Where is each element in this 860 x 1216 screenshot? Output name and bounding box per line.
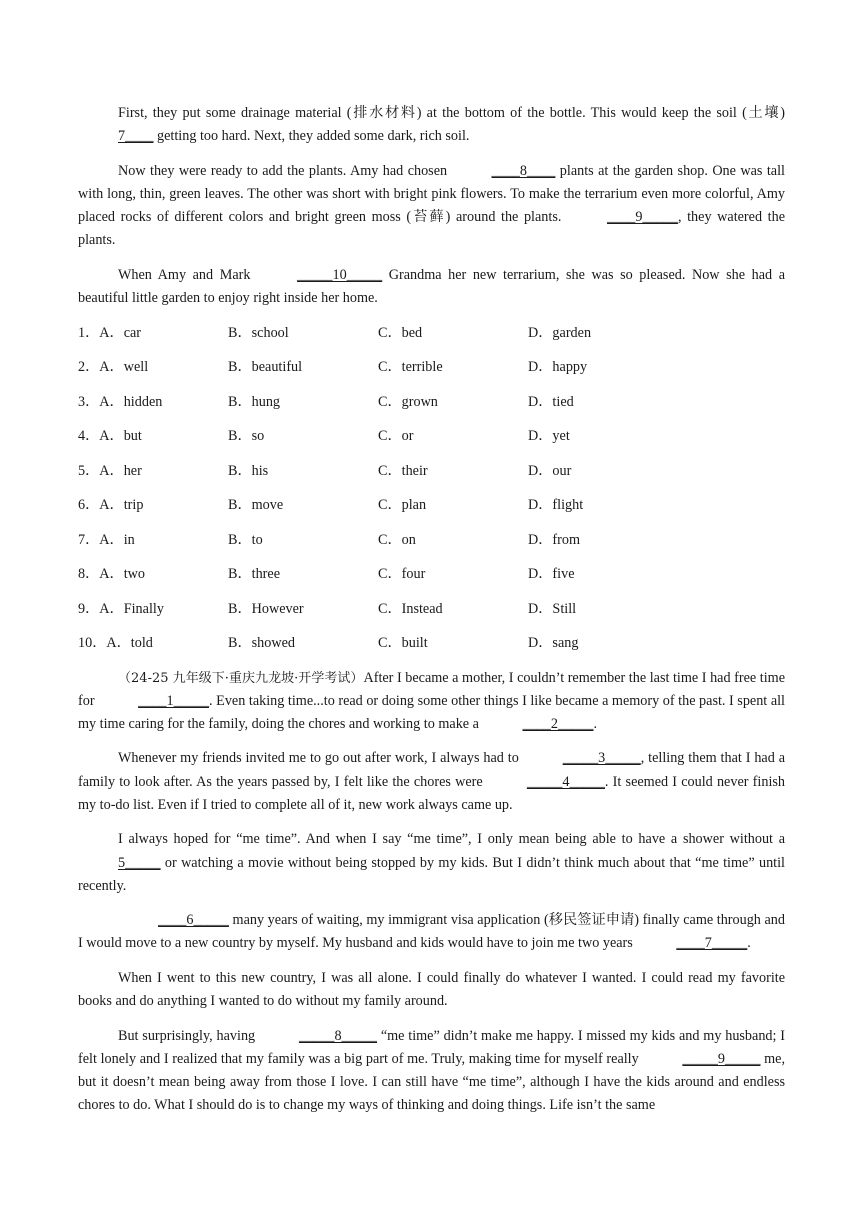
blank-7: 7____	[118, 128, 154, 145]
option: D．sang	[528, 635, 579, 652]
blank-9: _____9_____	[682, 1050, 761, 1067]
option: C．or	[378, 428, 414, 445]
option-row	[78, 391, 785, 414]
option: D．from	[528, 531, 581, 548]
option: B．three	[228, 566, 281, 583]
passage1-paragraph-1: First, they put some drainage material (排水材料) at the bottom of the bottle. This would keep the soil (土壤) 7____ getting too hard. Next, they added some dark, rich soil.	[78, 102, 785, 148]
blank-10: _____10_____	[297, 266, 383, 283]
options-list	[78, 322, 785, 656]
option: 9．A．Finally	[78, 600, 164, 617]
option-row	[78, 425, 785, 448]
option: 1．A．car	[78, 324, 142, 341]
passage2-paragraph-3: I always hoped for “me time”. And when I say “me time”, I only mean being able to have a shower without a 5_____ or watching a movie without being stopped by my kids. But I didn’t think much about that “me time” until recently.	[78, 831, 785, 894]
option: B．move	[228, 497, 284, 514]
option-row	[78, 460, 785, 483]
blank-7: ____7_____	[676, 935, 748, 952]
option: 8．A．two	[78, 566, 145, 583]
option: B．his	[228, 462, 269, 479]
option: C．their	[378, 462, 428, 479]
passage1-paragraph-2: Now they were ready to add the plants. Amy had chosen ____8____ plants at the garden shop. One was tall with long, thin, green leaves. The other was short with bright pink flowers. To make the terrarium even more colorful, Amy placed rocks of different colors and bright green moss (苔藓) around the plants. ____9_____, they watered the plants.	[78, 160, 785, 253]
option: B．However	[228, 600, 304, 617]
option: B．beautiful	[228, 359, 303, 376]
blank-4: _____4_____	[526, 773, 605, 790]
option-row	[78, 529, 785, 552]
source-tag: （24-25 九年级下·重庆九龙坡·开学考试）	[118, 670, 364, 686]
option-row	[78, 356, 785, 379]
option: D．tied	[528, 393, 574, 410]
blank-8: ____8____	[491, 162, 556, 179]
option: C．built	[378, 635, 428, 652]
blank-6: ____6_____	[158, 912, 229, 929]
option: 3．A．hidden	[78, 393, 163, 410]
passage1-paragraph-3: When Amy and Mark _____10_____ Grandma her new terrarium, she was so pleased. Now she had a beautiful little garden to enjoy right inside her home.	[78, 264, 785, 310]
option: C．bed	[378, 324, 423, 341]
passage2-paragraph-1: （24-25 九年级下·重庆九龙坡·开学考试）After I became a mother, I couldn’t remember the last time I had free time for ____1_____. Even taking time...to read or doing some other things I like became a memory of the past. I spent all my time caring for the family, doing the chores and working to make a ____2_____.	[78, 667, 785, 737]
option: 10．A．told	[78, 635, 153, 652]
blank-5: 5_____	[118, 854, 161, 871]
document-page	[78, 102, 785, 1129]
option-row	[78, 494, 785, 517]
option: B．school	[228, 324, 289, 341]
option-row	[78, 322, 785, 345]
option-row	[78, 632, 785, 655]
option-row	[78, 598, 785, 621]
blank-2: ____2_____	[522, 715, 594, 732]
passage2-paragraph-6: But surprisingly, having _____8_____ “me time” didn’t make me happy. I missed my kids and my husband; I felt lonely and I realized that my family was a big part of me. Truly, making time for myself really _____9_____ me, but it doesn’t mean being away from those I love. I can still have “me time”, although I have the kids around and endless chores to do. What I should do is to change my ways of thinking and doing things. Life isn’t the same	[78, 1025, 785, 1118]
option-row	[78, 563, 785, 586]
option: D．flight	[528, 497, 584, 514]
option: B．so	[228, 428, 265, 445]
option: C．Instead	[378, 600, 443, 617]
option: D．yet	[528, 428, 570, 445]
option: D．happy	[528, 359, 588, 376]
option: 7．A．in	[78, 531, 135, 548]
blank-1: ____1_____	[138, 692, 210, 709]
blank-8: _____8_____	[298, 1027, 377, 1044]
option: D．our	[528, 462, 572, 479]
option: B．showed	[228, 635, 295, 652]
option: D．five	[528, 566, 575, 583]
blank-9: ____9_____	[607, 209, 678, 226]
option: C．grown	[378, 393, 438, 410]
option: C．on	[378, 531, 416, 548]
option: B．to	[228, 531, 263, 548]
option: C．four	[378, 566, 426, 583]
passage2-paragraph-2: Whenever my friends invited me to go out after work, I always had to _____3_____, telling them that I had a family to look after. As the years passed by, I felt like the chores were _____4_____. It seemed I could never finish my to-do list. Even if I tried to complete all of it, new work always came up.	[78, 747, 785, 817]
option: C．plan	[378, 497, 427, 514]
blank-3: _____3_____	[562, 750, 641, 767]
option: D．garden	[528, 324, 592, 341]
passage2-paragraph-4: ____6_____ many years of waiting, my immigrant visa application (移民签证申请) finally came through and I would move to a new country by myself. My husband and kids would have to join me two years ____7_____.	[78, 909, 785, 955]
option: B．hung	[228, 393, 281, 410]
option: 6．A．trip	[78, 497, 144, 514]
passage2-paragraph-5: When I went to this new country, I was all alone. I could finally do whatever I wanted. I could read my favorite books and do anything I wanted to do without my family around.	[78, 969, 785, 1010]
option: D．Still	[528, 600, 577, 617]
option: 2．A．well	[78, 359, 149, 376]
option: 4．A．but	[78, 428, 142, 445]
option: C．terrible	[378, 359, 443, 376]
option: 5．A．her	[78, 462, 142, 479]
